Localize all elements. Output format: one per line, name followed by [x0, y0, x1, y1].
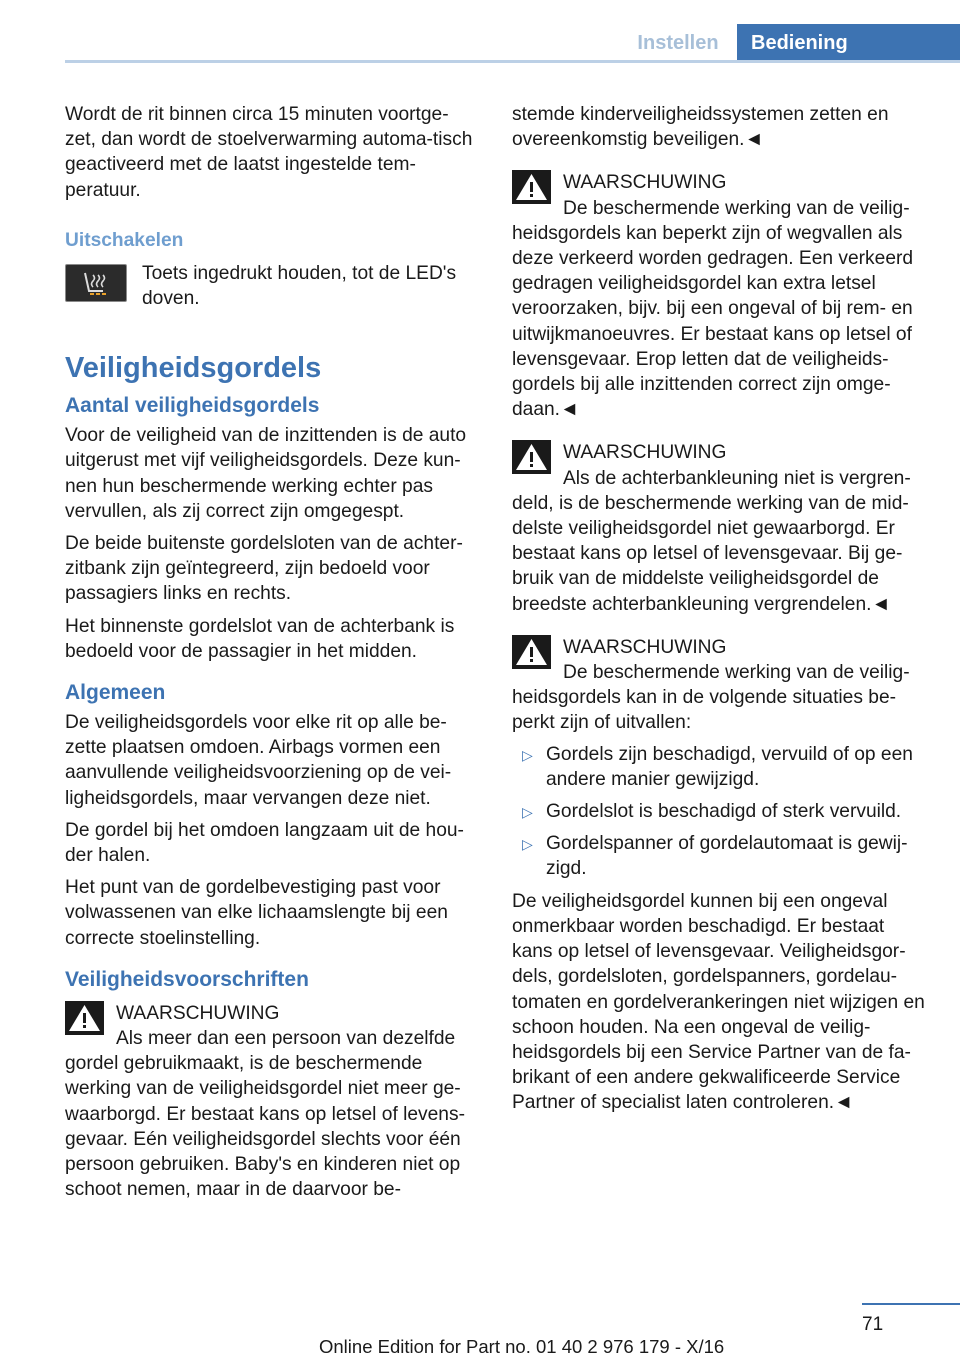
left-column [65, 102, 479, 1203]
warning-text-first-line: De beschermende werking van de veilig- [563, 197, 910, 219]
voorschriften-heading: Veiligheidsvoorschriften [65, 967, 309, 991]
uitschakelen-heading: Uitschakelen [65, 229, 184, 251]
warning-label: WAARSCHUWING [563, 636, 727, 658]
aantal-paragraph-1: Voor de veiligheid van de inzittenden is de auto uitgerust met vijf veiligheidsgordels. Deze kun-nen hun beschermende werking echter pas vervullen, als zij correct zijn omgegespt. [65, 425, 467, 522]
aantal-paragraph-2: De beide buitenste gordelsloten van de achter-zitbank zijn geïntegreerd, zijn bedoeld voor passagiers links en rechts. [65, 533, 463, 605]
aantal-heading: Aantal veiligheidsgordels [65, 394, 320, 418]
warning-label: WAARSCHUWING [116, 1002, 280, 1024]
warning-triangle-icon [65, 1001, 104, 1035]
warning-triangle-icon [512, 170, 551, 204]
warning-text: deld, is de beschermende werking van de mid-delste veiligheidsgordel niet gewaarborgd. Er bestaat kans op letsel of levensgevaar. Bij ge-bruik van de middelste veiligheidsgordel de breedste achterbankleuning vergrendelen.◄ [512, 492, 909, 615]
algemeen-paragraph-3: Het punt van de gordelbevestiging past voor volwassenen van elke lichaamslengte bij een correcte stoelinstelling. [65, 877, 448, 949]
warning-text: heidsgordels kan in de volgende situaties be-perkt zijn of uitvallen: [512, 687, 897, 734]
tab-instellen[interactable]: Instellen [637, 32, 719, 54]
algemeen-paragraph-1: De veiligheidsgordels voor elke rit op alle be-zette plaatsen omdoen. Airbags vormen een aanvullende veiligheidsvoorziening op de vei-ligheidsgordels, maar vervangen deze niet. [65, 712, 452, 809]
warning-label: WAARSCHUWING [563, 442, 727, 464]
warning-text: heidsgordels kan beperkt zijn of wegvallen als deze verkeerd worden gedragen. Een verkeerd gedragen veiligheidsgordel kan extra letsel veroorzaken, bijv. bij een ongeval of bij rem- en uitwijkmanoeuvres. Er bestaat kans op letsel of levensgevaar. Erop letten dat de veiligheids-gordels bij alle inzittenden correct zijn omge-daan.◄ [512, 222, 914, 421]
continued-paragraph: stemde kinderveiligheidssystemen zetten en overeenkomstig beveiligen.◄ [512, 104, 889, 151]
list-item: ▷ Gordels zijn beschadigd, vervuild of op een andere manier gewijzigd. [522, 743, 913, 790]
warning-triangle-icon [512, 440, 551, 474]
section-title: Veiligheidsgordels [65, 352, 322, 385]
intro-paragraph: Wordt de rit binnen circa 15 minuten voortge-zet, dan wordt de stoelverwarming automa-tisch geactiveerd met de laatst ingestelde tem-peratuur. [65, 104, 473, 201]
list-item: ▷ Gordelslot is beschadigd of sterk vervuild. [512, 799, 926, 824]
algemeen-paragraph-2: De gordel bij het omdoen langzaam uit de hou-der halen. [65, 819, 464, 867]
uitschakelen-block [65, 261, 479, 311]
warning-triangle-icon [512, 635, 551, 669]
warning-text: gordel gebruikmaakt, is de beschermende werking van de veiligheidsgordel niet meer ge-waarborgd. Er bestaat kans op letsel of levens-gevaar. Eén veiligheidsgordel slechts voor één persoon gebruiken. Baby's en kinderen niet op schoot nemen, maar in de daarvoor be- [65, 1053, 465, 1201]
footer-rule [862, 1303, 960, 1305]
seat-heating-icon [65, 264, 127, 302]
triangle-bullet-icon: ▷ [522, 746, 533, 763]
uitschakelen-text: Toets ingedrukt houden, tot de LED's doven. [142, 262, 457, 310]
edition-footer: Online Edition for Part no. 01 40 2 976 179 - X/16 [319, 1336, 725, 1357]
warning-text-first-line: Als meer dan een persoon van dezelfde [116, 1028, 456, 1050]
right-column [512, 102, 926, 1116]
tab-bediening[interactable]: Bediening [737, 24, 960, 62]
triangle-bullet-icon: ▷ [522, 804, 533, 821]
warning-block-2 [512, 170, 926, 422]
warning-block-3 [512, 440, 926, 616]
list-item: ▷ Gordelspanner of gordelautomaat is gewij-zigd. [522, 833, 908, 880]
warning-text-first-line: Als de achterbankleuning niet is vergren- [563, 467, 911, 489]
top-navigation [0, 0, 960, 62]
warning-block-4 [512, 635, 926, 882]
triangle-bullet-icon: ▷ [522, 836, 533, 853]
header-rule [65, 60, 960, 63]
closing-paragraph: De veiligheidsgordel kunnen bij een ongeval onmerkbaar worden beschadigd. Er bestaat kans op letsel of levensgevaar. Veiligheidsgor-dels, gordelsloten, gordelspanners, gordelau-tomaten en gordelverankeringen niet wijzigen en schoon houden. Na een ongeval de veilig-heidsgordels bij een Service Partner van de fa-brikant of een andere gekwalificeerde Service Partner of specialist laten controleren.◄ [512, 890, 925, 1114]
algemeen-heading: Algemeen [65, 681, 166, 705]
page-number: 71 [862, 1314, 884, 1335]
situations-list [512, 742, 926, 882]
warning-text-first-line: De beschermende werking van de veilig- [563, 662, 910, 684]
aantal-paragraph-3: Het binnenste gordelslot van de achterbank is bedoeld voor de passagier in het midden. [65, 615, 455, 662]
warning-block-1 [65, 1001, 479, 1203]
warning-label: WAARSCHUWING [563, 172, 727, 194]
